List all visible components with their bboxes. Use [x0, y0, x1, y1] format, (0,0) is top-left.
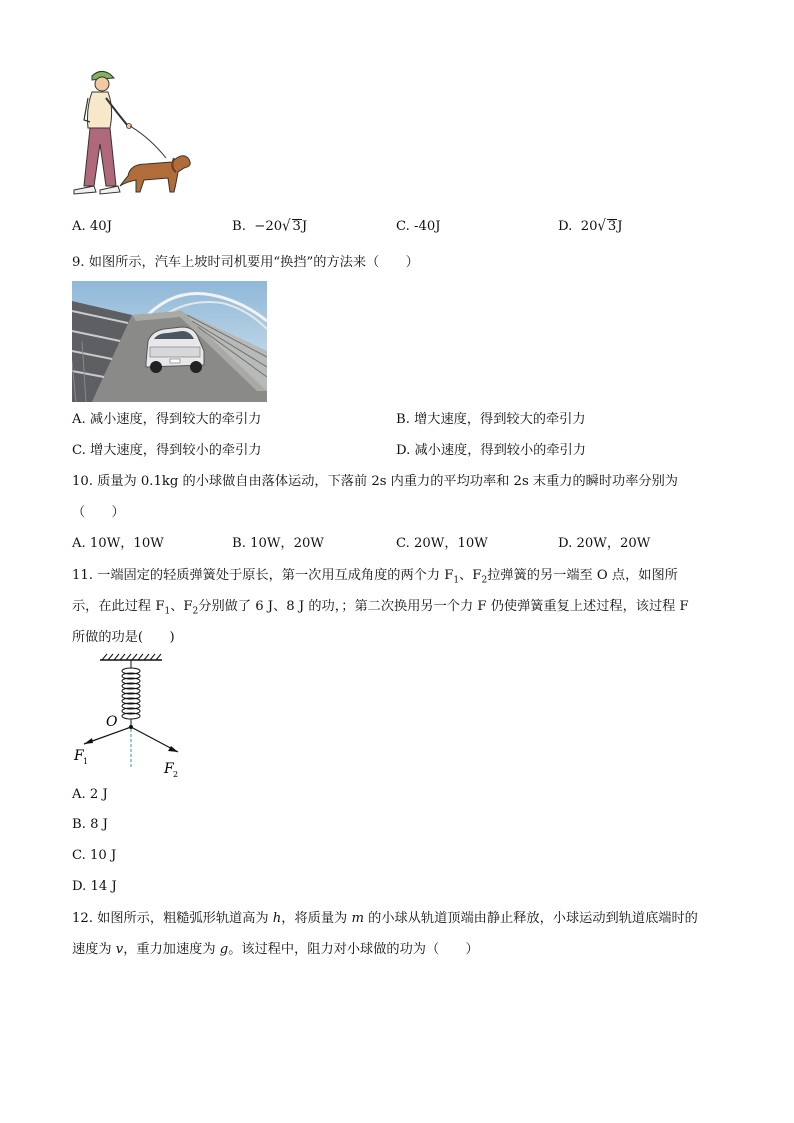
q8-option-a[interactable]: A. 40J [72, 219, 112, 234]
q10-option-b[interactable]: B. 10W，20W [232, 536, 324, 551]
q10-stem-line2: （ ） [72, 505, 125, 520]
f2-label: F [164, 761, 174, 777]
f1-label: F [74, 748, 84, 764]
q10-option-d[interactable]: D. 20W，20W [558, 536, 651, 551]
q11-option-c[interactable]: C. 10 J [72, 848, 117, 863]
q11-option-b[interactable]: B. 8 J [72, 817, 108, 832]
q10-stem-line1: 10. 质量为 0.1kg 的小球做自由落体运动，下落前 2s 内重力的平均功率和 2s 末重力的瞬时功率分别为 [72, 474, 678, 489]
spring-force-diagram [70, 652, 200, 782]
q9-option-b[interactable]: B. 增大速度，得到较大的牵引力 [396, 412, 586, 427]
q11-stem-line3: 所做的功是( ) [72, 630, 175, 645]
q12-stem-line2: 速度为 v，重力加速度为 g。该过程中，阻力对小球做的功为（ ） [72, 942, 479, 957]
f1-subscript: 1 [83, 757, 89, 766]
q8-option-b[interactable]: B. −20√ 3J [232, 217, 307, 237]
q10-option-c[interactable]: C. 20W，10W [396, 536, 488, 551]
q11-stem-line2: 示，在此过程 $F_1$、$F_2$分别做了 6 J、8 J 的功，；第二次换用另一个力 F 仍使弹簧重复上述过程，该过程 F [72, 599, 689, 617]
f2-subscript: 2 [173, 770, 179, 779]
q8-option-c[interactable]: C. -40J [396, 219, 441, 234]
man-walking-dog-figure [70, 68, 196, 198]
q11-option-a[interactable]: A. 2 J [72, 787, 108, 802]
q10-option-a[interactable]: A. 10W，10W [72, 536, 164, 551]
q9-stem: 9. 如图所示，汽车上坡时司机要用“换挡”的方法来（ ） [72, 255, 419, 270]
sqrt-icon: √ [282, 217, 291, 236]
q11-option-d[interactable]: D. 14 J [72, 879, 117, 894]
q12-stem-line1: 12. 如图所示，粗糙弧形轨道高为 h，将质量为 m 的小球从轨道顶端由静止释放，小球运动到轨道底端时的 [72, 911, 698, 926]
car-uphill-photo [72, 281, 267, 402]
q9-option-d[interactable]: D. 减小速度，得到较小的牵引力 [396, 443, 586, 458]
q8-option-d[interactable]: D. 20√ 3J [558, 217, 623, 237]
sqrt-icon: √ [597, 217, 606, 236]
q11-stem-line1: 11. 一端固定的轻质弹簧处于原长，第一次用互成角度的两个力 $F_1$、$F_2$拉弹簧的另一端至 O 点，如图所 [72, 568, 678, 586]
q9-option-c[interactable]: C. 增大速度，得到较小的牵引力 [72, 443, 262, 458]
point-o-label: O [106, 714, 118, 730]
q9-option-a[interactable]: A. 减小速度，得到较大的牵引力 [72, 412, 262, 427]
